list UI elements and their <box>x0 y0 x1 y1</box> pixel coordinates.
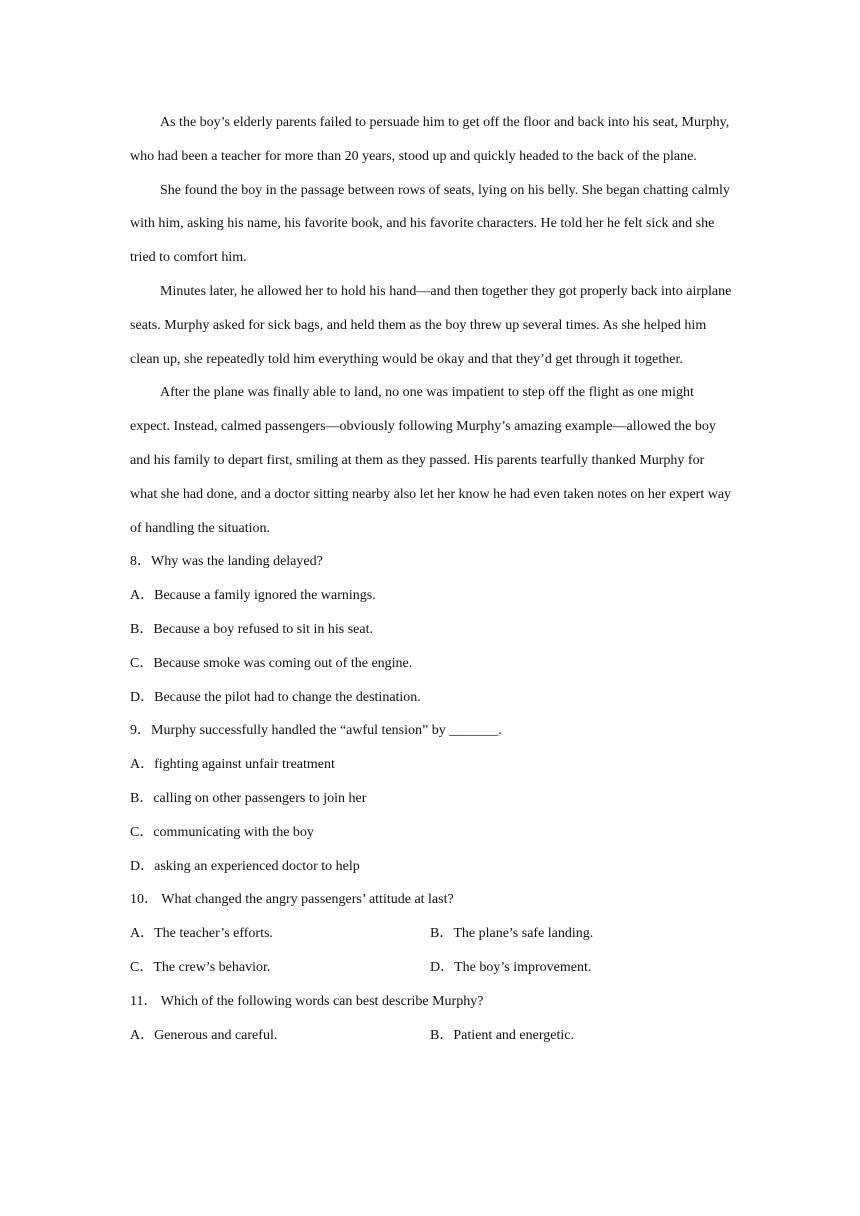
question-10-options-row-1 <box>130 917 734 951</box>
question-8 <box>130 545 734 714</box>
question-9-option-a: A．fighting against unfair treatment <box>130 757 335 773</box>
question-11-option-a: A．Generous and careful. <box>130 1027 278 1043</box>
question-11-options-row-1 <box>130 1019 734 1053</box>
reading-passage <box>130 106 734 545</box>
question-8-stem: 8．Why was the landing delayed? <box>130 554 323 570</box>
question-10-stem: 10． What changed the angry passengers’ attitude at last? <box>130 892 454 908</box>
question-8-option-b: B．Because a boy refused to sit in his seat. <box>130 621 374 637</box>
question-9-option-b: B．calling on other passengers to join her <box>130 790 367 806</box>
question-11 <box>130 985 734 1053</box>
question-10-option-c: C．The crew’s behavior. <box>130 959 271 975</box>
question-9-option-c: C．communicating with the boy <box>130 824 314 840</box>
question-10-option-d: D．The boy’s improvement. <box>430 959 592 975</box>
passage-paragraph-3: Minutes later, he allowed her to hold his hand—and then together they got properly back into airplane seats. Murphy asked for sick bags, and held them as the boy threw up several times. As she helped him clean up, she repeatedly told him everything would be okay and that they’d get through it together. <box>130 283 732 367</box>
passage-paragraph-4: After the plane was finally able to land, no one was impatient to step off the flight as one might expect. Instead, calmed passengers—obviously following Murphy’s amazing example—allowed the boy and his family to depart first, smiling at them as they passed. His parents tearfully thanked Murphy for what she had done, and a doctor sitting nearby also let her know he had even taken notes on her expert way of handling the situation. <box>130 385 732 536</box>
passage-paragraph-1: As the boy’s elderly parents failed to persuade him to get off the floor and back into his seat, Murphy, who had been a teacher for more than 20 years, stood up and quickly headed to the back of the plane. <box>130 115 730 164</box>
question-9-option-d: D．asking an experienced doctor to help <box>130 858 360 874</box>
question-11-stem: 11． Which of the following words can best describe Murphy? <box>130 993 484 1009</box>
question-8-option-d: D．Because the pilot had to change the destination. <box>130 689 421 705</box>
question-10-option-a: A．The teacher’s efforts. <box>130 926 273 942</box>
question-10 <box>130 883 734 984</box>
passage-paragraph-2: She found the boy in the passage between rows of seats, lying on his belly. She began chatting calmly with him, asking his name, his favorite book, and his favorite characters. He told her he felt sick and she tried to comfort him. <box>130 182 730 266</box>
question-8-option-a: A．Because a family ignored the warnings. <box>130 588 376 604</box>
question-10-option-b: B．The plane’s safe landing. <box>430 926 594 942</box>
question-9-stem: 9．Murphy successfully handled the “awful tension” by _______. <box>130 723 502 739</box>
question-9 <box>130 714 734 883</box>
question-11-option-b: B．Patient and energetic. <box>430 1027 574 1043</box>
question-10-options-row-2 <box>130 951 734 985</box>
question-8-option-c: C．Because smoke was coming out of the engine. <box>130 655 413 671</box>
